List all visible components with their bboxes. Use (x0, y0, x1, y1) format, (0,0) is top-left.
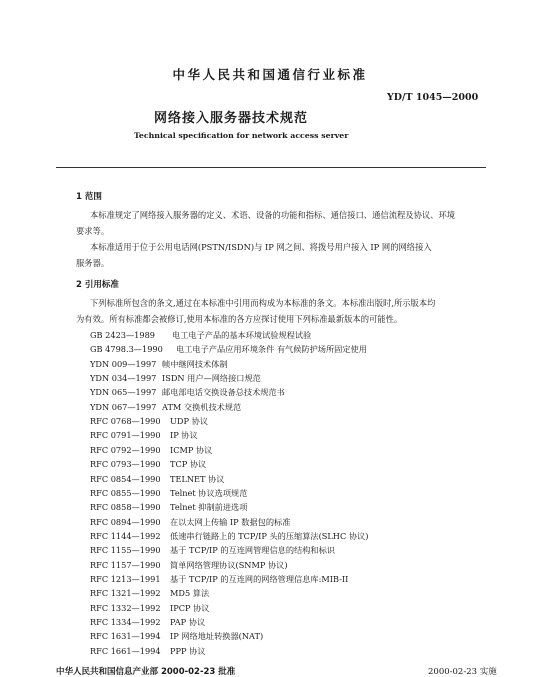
reference-title: IP 网络地址转换器(NAT) (170, 631, 264, 642)
reference-title: 电工电子产品应用环境条件 有气候防护场所固定使用 (176, 344, 367, 355)
reference-item (90, 400, 242, 414)
reference-item (90, 529, 369, 543)
section-1-para2-line2: 服务器。 (76, 258, 110, 268)
header-divider (56, 167, 486, 168)
reference-item (90, 644, 206, 658)
reference-code: RFC 1631—1994 (90, 631, 161, 642)
reference-code: YDN 009—1997 (90, 358, 157, 369)
reference-title: 基于 TCP/IP 的互连网管理信息的结构和标识 (170, 545, 335, 556)
reference-title: TELNET 协议 (170, 473, 225, 484)
reference-item (90, 385, 285, 399)
reference-title: ATM 交换机技术规范 (162, 401, 242, 412)
reference-title: 在以太网上传输 IP 数据包的标准 (170, 516, 291, 527)
reference-title: PAP 协议 (170, 617, 206, 627)
reference-title: 简单网络管理协议(SNMP 协议) (170, 559, 288, 570)
reference-item (90, 543, 335, 557)
reference-code: RFC 1157—1990 (90, 559, 161, 570)
reference-title: ICMP 协议 (170, 444, 213, 455)
reference-title: TCP 协议 (170, 459, 207, 470)
reference-code: YDN 034—1997 (90, 373, 157, 384)
reference-code: RFC 0894—1990 (90, 516, 161, 527)
reference-title: IPCP 协议 (170, 602, 210, 613)
reference-code: RFC 1661—1994 (90, 645, 161, 656)
reference-item (90, 615, 206, 629)
reference-item (90, 443, 213, 457)
reference-item (90, 486, 248, 500)
reference-item (90, 371, 261, 385)
reference-code: YDN 065—1997 (90, 387, 157, 398)
reference-code: RFC 0768—1990 (90, 416, 161, 427)
reference-title: MD5 算法 (170, 588, 210, 599)
reference-code: RFC 0855—1990 (90, 487, 161, 498)
reference-item (90, 601, 210, 615)
effective-date: 2000-02-23 实施 (428, 667, 497, 677)
reference-code: RFC 1155—1990 (90, 545, 161, 556)
reference-title: 低速串行链路上的 TCP/IP 头的压缩算法(SLHC 协议) (170, 530, 369, 541)
issuing-organization: 中华人民共和国通信行业标准 (172, 67, 368, 82)
reference-item (90, 428, 198, 442)
reference-item (90, 457, 207, 471)
reference-code: RFC 1213—1991 (90, 573, 161, 584)
reference-item (90, 515, 291, 529)
reference-item (90, 558, 288, 572)
reference-code: YDN 067—1997 (90, 401, 157, 412)
reference-item (90, 572, 349, 586)
reference-title: 邮电部电话交换设备总技术规范书 (162, 387, 285, 398)
reference-item (90, 586, 210, 600)
reference-code: RFC 0791—1990 (90, 430, 161, 441)
section-1-para2-line1: 本标准适用于位于公用电话网(PSTN/ISDN)与 IP 网之间、将拨号用户接入 IP 网的网络接入 (90, 242, 432, 252)
standard-code: YD/T 1045—2000 (387, 92, 479, 103)
reference-code: RFC 1332—1992 (90, 602, 161, 613)
reference-title: Telnet 协议选项规范 (170, 487, 248, 498)
reference-code: RFC 0858—1990 (90, 502, 161, 513)
reference-code: GB 4798.3—1990 (90, 344, 163, 355)
reference-title: IP 协议 (170, 430, 198, 441)
reference-item (90, 357, 228, 371)
reference-code: RFC 1334—1992 (90, 617, 161, 627)
reference-title: 电工电子产品的基本环境试验规程试验 (172, 330, 312, 340)
reference-item (90, 328, 312, 342)
reference-title: UDP 协议 (170, 416, 208, 427)
reference-title: Telnet 抑制前进选项 (170, 502, 248, 513)
reference-title: 帧中继网技术体制 (162, 358, 228, 369)
reference-code: RFC 0854—1990 (90, 473, 161, 484)
section-2-intro-line2: 为有效。所有标准都会被修订,使用本标准的各方应探讨使用下列标准最新版本的可能性。 (76, 314, 403, 324)
reference-title: ISDN 用户—网络接口规范 (162, 373, 261, 384)
document-title-cn: 网络接入服务器技术规范 (154, 111, 309, 126)
document-title-en: Technical specification for network access server (134, 131, 349, 140)
reference-code: GB 2423—1989 (90, 330, 156, 340)
approval-line: 中华人民共和国信息产业部 2000-02-23 批准 (56, 667, 236, 677)
reference-title: 基于 TCP/IP 的互连网的网络管理信息库:MIB-II (170, 573, 349, 584)
reference-item (90, 342, 367, 356)
section-1-heading: 1 范围 (76, 192, 102, 202)
section-1-para1-line2: 要求等。 (76, 226, 110, 236)
reference-title: PPP 协议 (170, 645, 206, 656)
reference-code: RFC 0793—1990 (90, 459, 161, 470)
reference-code: RFC 0792—1990 (90, 444, 161, 455)
reference-item (90, 472, 225, 486)
section-2-intro-line1: 下列标准所包含的条文,通过在本标准中引用而构成为本标准的条文。本标准出版时,所示版本均 (90, 298, 436, 308)
section-1-para1-line1: 本标准规定了网络接入服务器的定义、术语、设备的功能和指标、通信接口、通信流程及协议、环境 (90, 210, 456, 220)
reference-item (90, 414, 208, 428)
reference-code: RFC 1144—1992 (90, 530, 161, 541)
section-2-heading: 2 引用标准 (76, 280, 119, 290)
reference-item (90, 500, 248, 514)
reference-code: RFC 1321—1992 (90, 588, 161, 599)
reference-item (90, 629, 264, 643)
